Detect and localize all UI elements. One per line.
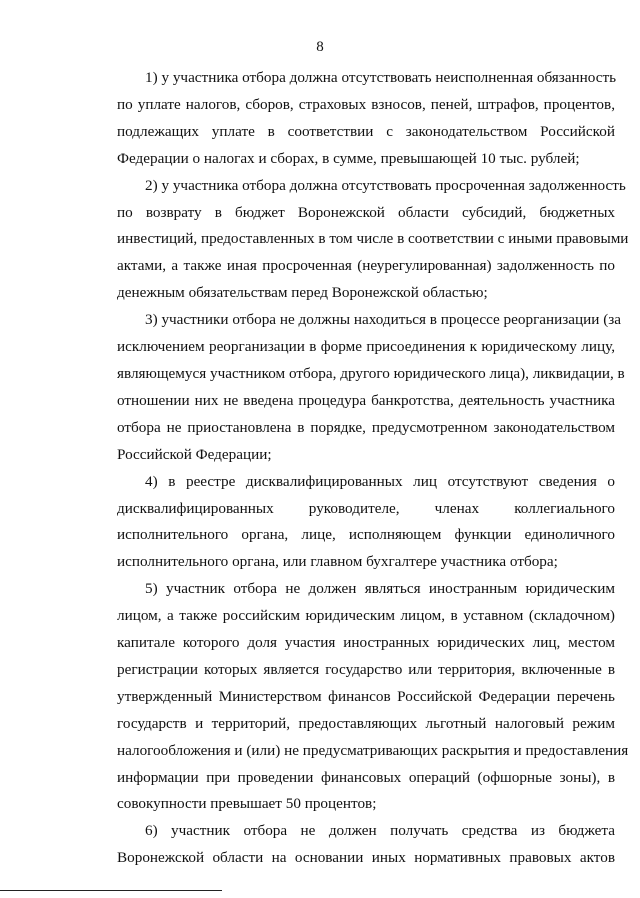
paragraph-line: являющемуся участником отбора, другого юридического лица), ликвидации, в xyxy=(117,364,625,382)
paragraph-line: 1) у участника отбора должна отсутствовать неисполненная обязанность xyxy=(145,69,617,86)
paragraph-line: подлежащих уплате в соответствии с законодательством Российской xyxy=(117,122,615,140)
page-number: 8 xyxy=(316,39,324,55)
paragraph-3 xyxy=(117,307,625,468)
paragraph-line: Федерации о налогах и сборах, в сумме, превышающей 10 тыс. рублей; xyxy=(117,149,580,167)
paragraph-6 xyxy=(117,818,615,872)
paragraph-line: актами, а также иная просроченная (неурегулированная) задолженность по xyxy=(117,257,615,275)
paragraph-1 xyxy=(117,65,615,173)
paragraph-line: денежным обязательствам перед Воронежской областью; xyxy=(117,284,488,302)
paragraph-line: 2) у участника отбора должна отсутствовать просроченная задолженность xyxy=(145,176,626,194)
paragraph-line: регистрации которых является государство или территория, включенные в xyxy=(117,660,615,678)
paragraph-line: исполнительного органа, или главном бухгалтере участника отбора; xyxy=(117,553,558,571)
paragraph-line: по возврату в бюджет Воронежской области субсидий, бюджетных xyxy=(117,203,615,221)
paragraph-2 xyxy=(117,173,629,308)
paragraph-line: дисквалифицированных руководителе, членах коллегиального xyxy=(117,499,615,517)
paragraph-4 xyxy=(117,469,615,577)
paragraph-line: капитале которого доля участия иностранных юридических лиц, местом xyxy=(117,634,615,652)
paragraph-line: Российской Федерации; xyxy=(117,445,272,463)
paragraph-line: 6) участник отбора не должен получать средства из бюджета xyxy=(145,822,615,840)
paragraph-line: 4) в реестре дисквалифицированных лиц отсутствуют сведения о xyxy=(145,472,615,490)
paragraph-line: утвержденный Министерством финансов Российской Федерации перечень xyxy=(117,687,615,705)
paragraph-line: отношении них не введена процедура банкротства, деятельность участника xyxy=(117,391,615,409)
paragraph-line: по уплате налогов, сборов, страховых взносов, пеней, штрафов, процентов, xyxy=(117,95,615,113)
paragraph-line: лицом, а также российским юридическим лицом, в уставном (складочном) xyxy=(117,607,615,625)
paragraph-line: исключением реорганизации в форме присоединения к юридическому лицу, xyxy=(117,338,615,356)
paragraph-line: отбора не приостановлена в порядке, предусмотренном законодательством xyxy=(117,418,615,436)
paragraph-line: совокупности превышает 50 процентов; xyxy=(117,795,377,813)
document-body xyxy=(117,65,629,872)
paragraph-line: 3) участники отбора не должны находиться в процессе реорганизации (за xyxy=(145,311,622,329)
paragraph-line: государств и территорий, предоставляющих льготный налоговый режим xyxy=(117,714,615,732)
paragraph-line: исполнительного органа, лице, исполняющем функции единоличного xyxy=(117,526,615,544)
paragraph-line: инвестиций, предоставленных в том числе в соответствии с иными правовыми xyxy=(117,230,629,248)
paragraph-line: 5) участник отбора не должен являться иностранным юридическим xyxy=(145,580,615,598)
paragraph-5 xyxy=(117,576,629,818)
paragraph-line: информации при проведении финансовых операций (офшорные зоны), в xyxy=(117,768,615,786)
paragraph-line: налогообложения и (или) не предусматривающих раскрытия и предоставления xyxy=(117,741,629,759)
footer-rule xyxy=(0,890,222,891)
paragraph-line: Воронежской области на основании иных нормативных правовых актов xyxy=(117,849,615,867)
